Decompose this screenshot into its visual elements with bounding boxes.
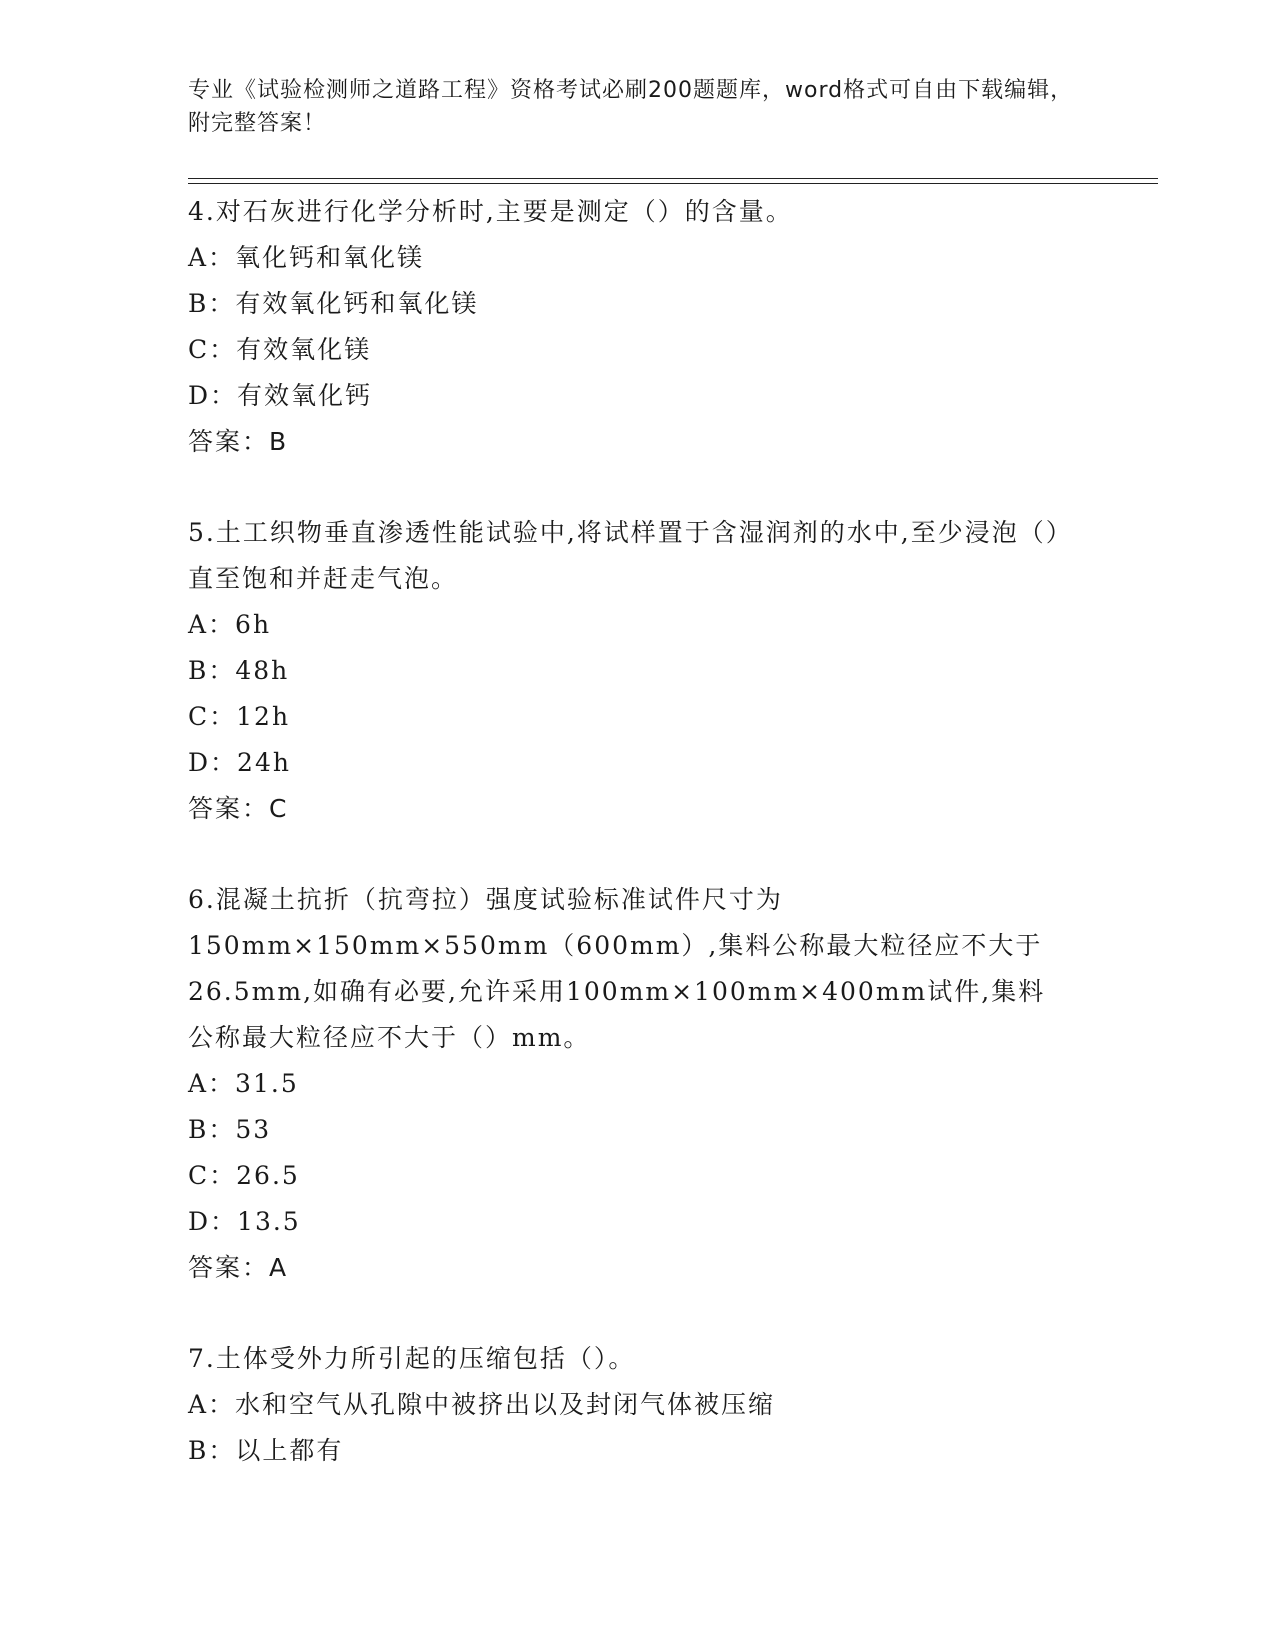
question-stem: 6.混凝土抗折（抗弯拉）强度试验标准试件尺寸为150mm×150mm×550mm（600mm）,集料公称最大粒径应不大于26.5mm,如确有必要,允许采用100mm×100mm×400mm试件,集料公称最大粒径应不大于（）mm。	[188, 885, 1046, 1052]
question-4	[188, 189, 1068, 465]
question-stem: 5.土工织物垂直渗透性能试验中,将试样置于含湿润剂的水中,至少浸泡（）直至饱和并赶走气泡。	[188, 518, 1061, 593]
question-6	[188, 877, 1068, 1291]
option-d: D：有效氧化钙	[188, 381, 373, 410]
option-d: D：13.5	[188, 1207, 301, 1236]
header-divider-bottom	[188, 183, 1158, 184]
option-b: B：53	[188, 1115, 272, 1144]
option-b: B：48h	[188, 656, 290, 685]
question-7	[188, 1336, 1068, 1474]
option-c: C：有效氧化镁	[188, 335, 372, 364]
option-b: B：有效氧化钙和氧化镁	[188, 289, 479, 318]
option-a: A：6h	[188, 610, 272, 639]
answer-line: 答案：B	[188, 427, 289, 456]
question-5	[188, 510, 1068, 832]
option-c: C：26.5	[188, 1161, 300, 1190]
option-c: C：12h	[188, 702, 291, 731]
document-header: 专业《试验检测师之道路工程》资格考试必刷200题题库，word格式可自由下载编辑，附完整答案！	[188, 78, 1074, 136]
option-a: A：31.5	[188, 1069, 299, 1098]
header-divider-top	[188, 178, 1158, 179]
question-stem: 7.土体受外力所引起的压缩包括（）。	[188, 1344, 636, 1373]
question-spacer	[188, 832, 1068, 877]
option-b: B：以上都有	[188, 1436, 344, 1465]
answer-line: 答案：A	[188, 1253, 289, 1282]
question-spacer	[188, 1291, 1068, 1336]
option-a: A：氧化钙和氧化镁	[188, 243, 425, 272]
question-list	[188, 189, 1068, 1474]
option-d: D：24h	[188, 748, 291, 777]
option-a: A：水和空气从孔隙中被挤出以及封闭气体被压缩	[188, 1390, 776, 1419]
question-stem: 4.对石灰进行化学分析时,主要是测定（）的含量。	[188, 197, 793, 226]
question-spacer	[188, 465, 1068, 510]
answer-line: 答案：C	[188, 794, 289, 823]
